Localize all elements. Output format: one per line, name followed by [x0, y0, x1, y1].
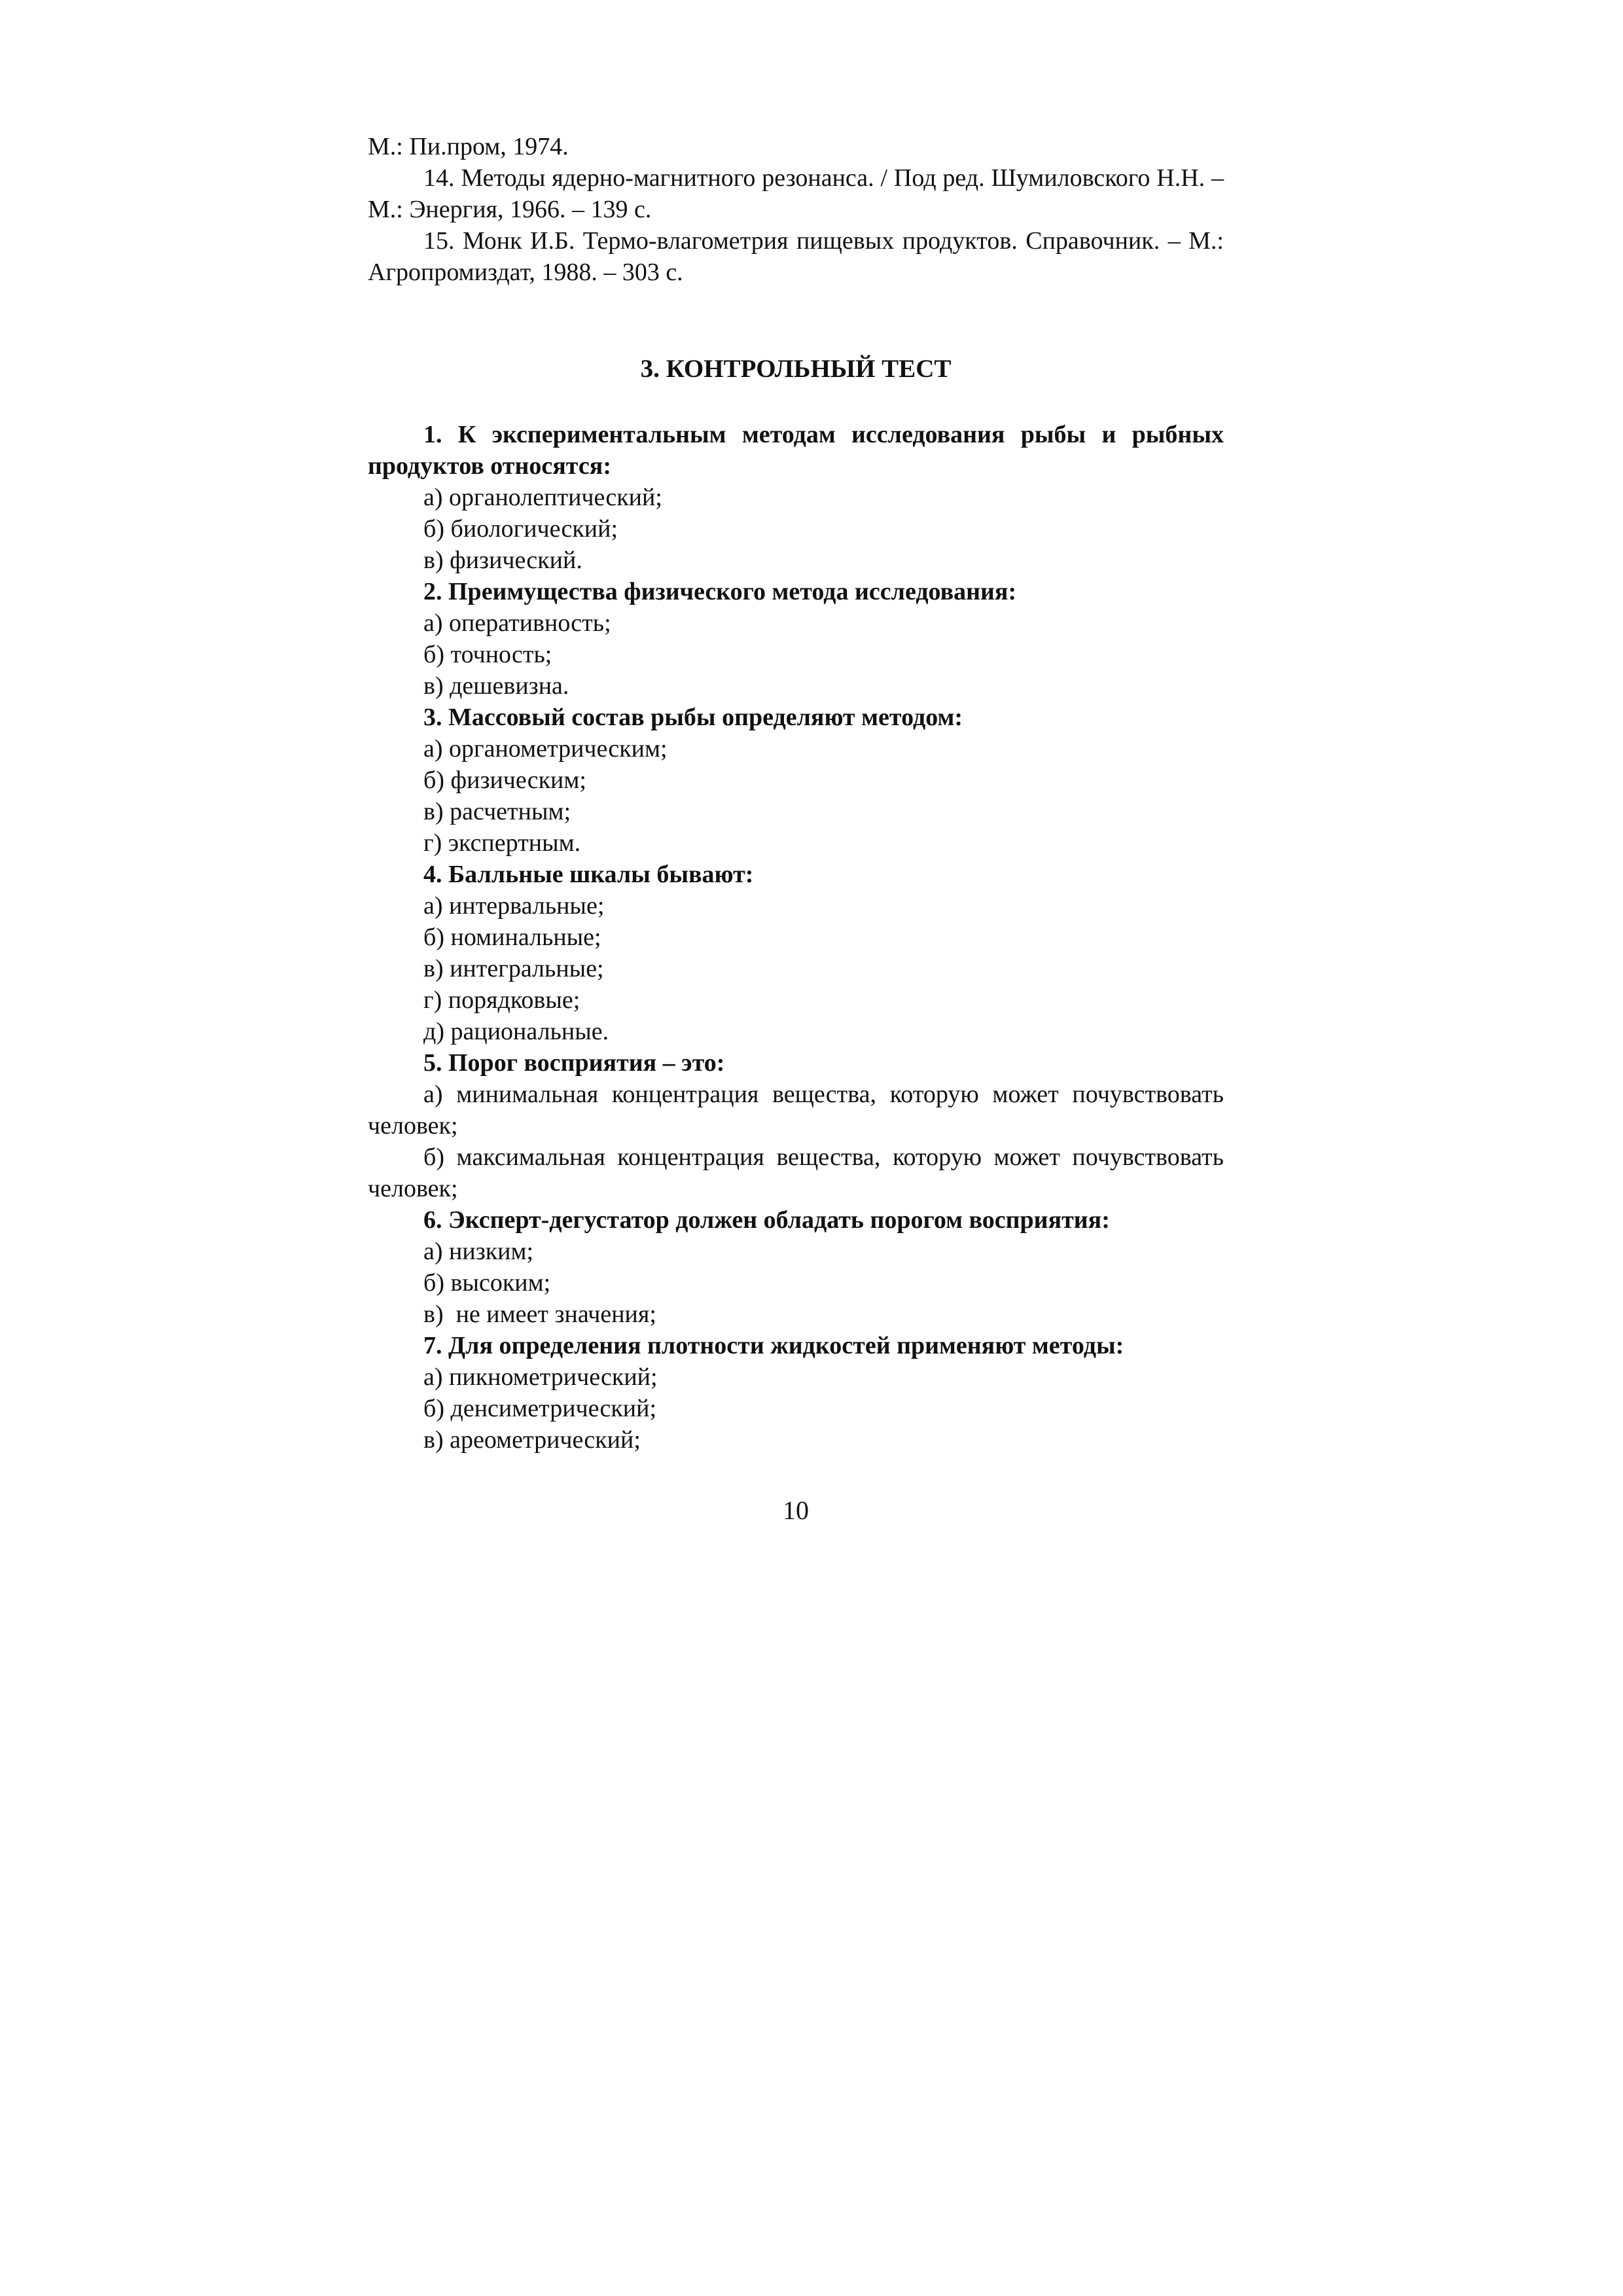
question-text: 3. Массовый состав рыбы определяют методом:: [423, 704, 963, 731]
answer-option: в) ареометрический;: [423, 1426, 641, 1454]
answer-option: в) физический.: [423, 547, 582, 574]
reference-continuation: М.: Пи.пром, 1974.: [368, 133, 569, 160]
section-title: 3. КОНТРОЛЬНЫЙ ТЕСТ: [640, 355, 952, 383]
question-text: 6. Эксперт-дегустатор должен обладать порогом восприятия:: [423, 1206, 1110, 1234]
question-5: [368, 1047, 1224, 1204]
answer-option: г) порядковые;: [423, 986, 580, 1014]
page-number: 10: [783, 1496, 809, 1525]
reference-item-15: 15. Монк И.Б. Термо-влагометрия пищевых продуктов. Справочник. – М.: Агропромиздат, 1988. – 303 с.: [368, 227, 1224, 286]
question-6: [368, 1204, 1224, 1330]
question-2: [368, 576, 1224, 702]
answer-option: а) минимальная концентрация вещества, которую может почувствовать человек;: [368, 1081, 1224, 1139]
answer-option: б) максимальная концентрация вещества, которую может почувствовать человек;: [368, 1143, 1224, 1202]
answer-option: в) расчетным;: [423, 798, 571, 825]
question-text: 2. Преимущества физического метода исследования:: [423, 578, 1017, 605]
question-4: [368, 859, 1224, 1047]
question-text: 7. Для определения плотности жидкостей применяют методы:: [423, 1332, 1124, 1359]
answer-option: б) высоким;: [423, 1269, 551, 1297]
answer-option: а) пикнометрический;: [423, 1363, 658, 1391]
answer-option: в) дешевизна.: [423, 672, 569, 700]
control-test: [368, 419, 1224, 1456]
question-3: [368, 702, 1224, 859]
question-1: [368, 419, 1224, 576]
answer-option: в) интегральные;: [423, 955, 604, 982]
question-7: [368, 1330, 1224, 1456]
question-text: 1. К экспериментальным методам исследования рыбы и рыбных продуктов относятся:: [368, 421, 1224, 480]
reference-item-14: 14. Методы ядерно-магнитного резонанса. / Под ред. Шумиловского Н.Н. – М.: Энергия, 1966. – 139 с.: [368, 164, 1224, 223]
answer-option: в) не имеет значения;: [423, 1300, 656, 1328]
question-text: 4. Балльные шкалы бывают:: [423, 861, 754, 888]
answer-option: б) физическим;: [423, 766, 586, 794]
references-block: [368, 131, 1224, 288]
answer-option: а) органометрическим;: [423, 735, 668, 762]
answer-option: г) экспертным.: [423, 829, 581, 857]
answer-option: б) денсиметрический;: [423, 1395, 657, 1422]
answer-option: а) органолептический;: [423, 484, 662, 511]
question-text: 5. Порог восприятия – это:: [423, 1049, 725, 1077]
answer-option: б) точность;: [423, 641, 552, 668]
answer-option: б) номинальные;: [423, 924, 601, 951]
answer-option: б) биологический;: [423, 515, 618, 543]
answer-option: д) рациональные.: [423, 1018, 609, 1045]
answer-option: а) низким;: [423, 1238, 534, 1265]
answer-option: а) интервальные;: [423, 892, 605, 920]
answer-option: а) оперативность;: [423, 609, 611, 637]
